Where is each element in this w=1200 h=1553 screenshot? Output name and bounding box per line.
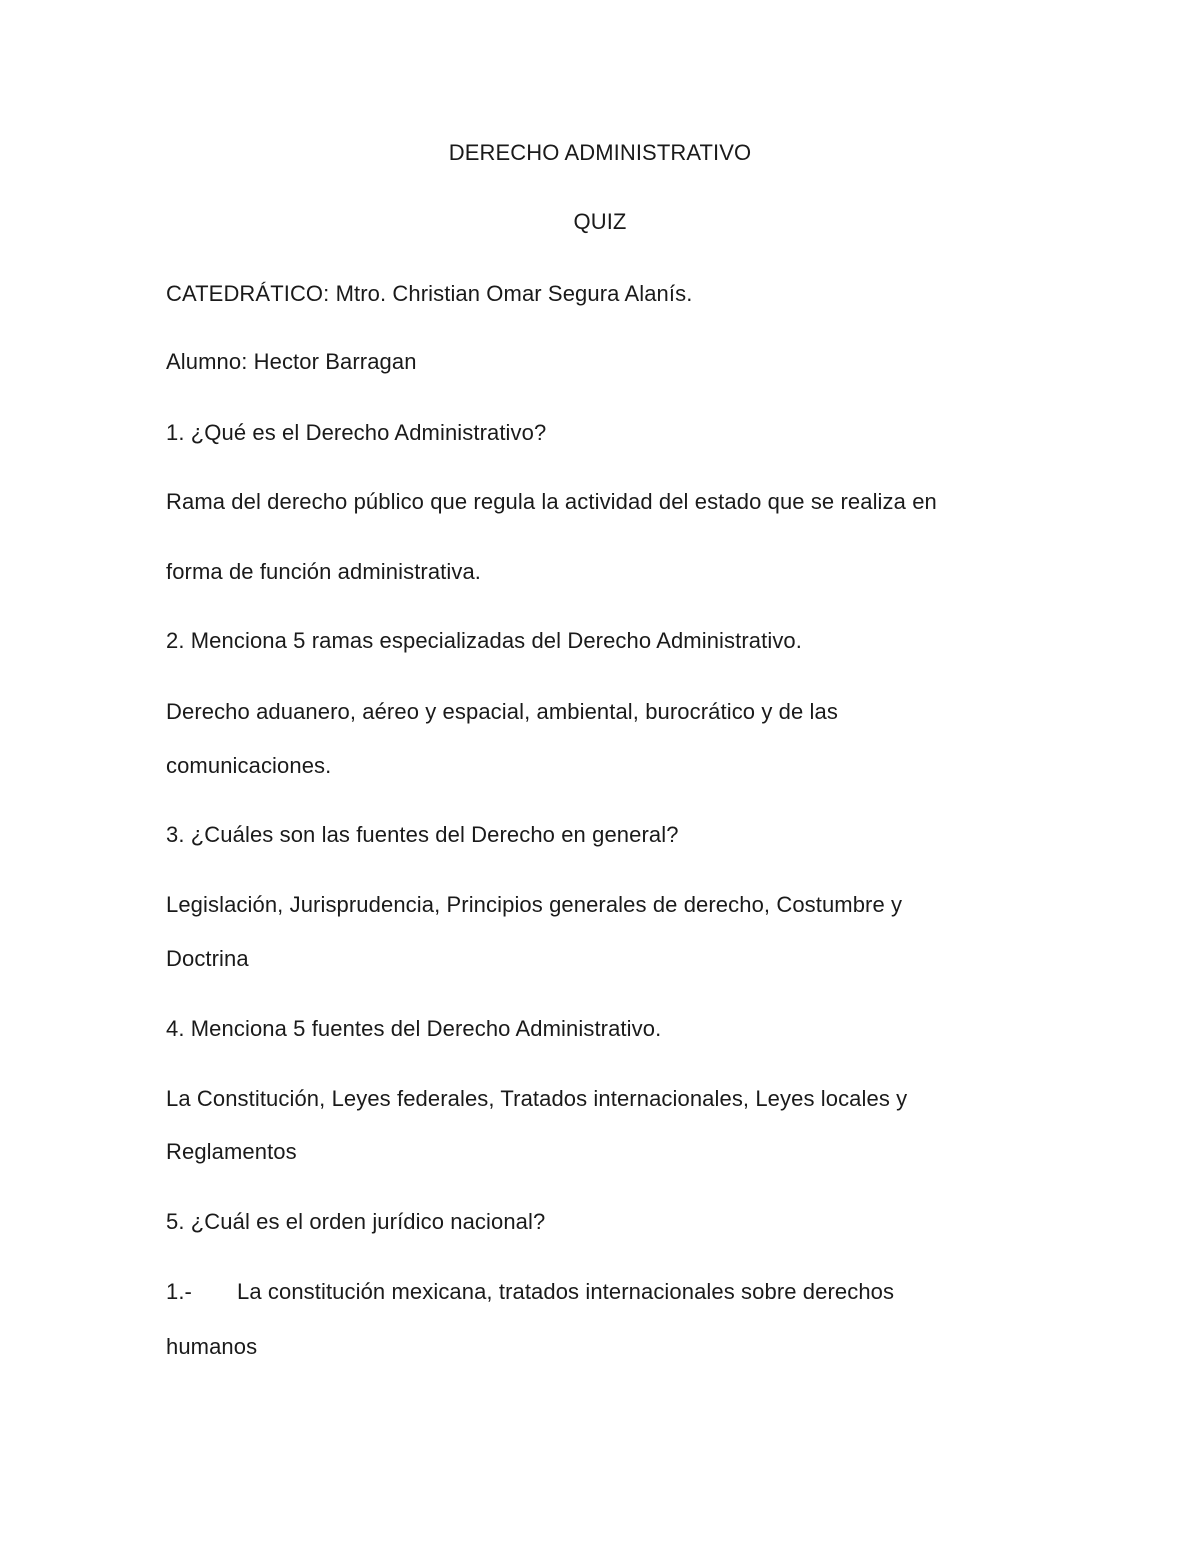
question-5: 5. ¿Cuál es el orden jurídico nacional?	[166, 1209, 546, 1234]
answer-5-item-1-line-2: humanos	[166, 1334, 258, 1359]
document-title: DERECHO ADMINISTRATIVO	[448, 140, 752, 165]
question-2: 2. Menciona 5 ramas especializadas del Derecho Administrativo.	[166, 628, 802, 653]
teacher-line: CATEDRÁTICO: Mtro. Christian Omar Segura Alanís.	[166, 281, 693, 306]
answer-5-item-1	[166, 1278, 894, 1306]
student-line: Alumno: Hector Barragan	[166, 349, 417, 374]
answer-5-item-1-label: 1.-	[166, 1279, 192, 1304]
answer-2-line-2: comunicaciones.	[166, 753, 332, 778]
answer-2-line-1: Derecho aduanero, aéreo y espacial, ambiental, burocrático y de las	[166, 699, 838, 724]
answer-3-line-1: Legislación, Jurisprudencia, Principios generales de derecho, Costumbre y	[166, 892, 903, 917]
question-1: 1. ¿Qué es el Derecho Administrativo?	[166, 420, 547, 445]
answer-5-item-1-text: La constitución mexicana, tratados internacionales sobre derechos	[237, 1279, 895, 1304]
answer-3-line-2: Doctrina	[166, 946, 249, 971]
question-3: 3. ¿Cuáles son las fuentes del Derecho en general?	[166, 822, 679, 847]
document-subtitle: QUIZ	[573, 209, 627, 234]
answer-1-line-1: Rama del derecho público que regula la actividad del estado que se realiza en	[166, 489, 937, 514]
answer-4-line-2: Reglamentos	[166, 1139, 297, 1164]
answer-4-line-1: La Constitución, Leyes federales, Tratados internacionales, Leyes locales y	[166, 1086, 908, 1111]
answer-1-line-2: forma de función administrativa.	[166, 559, 482, 584]
question-4: 4. Menciona 5 fuentes del Derecho Administrativo.	[166, 1016, 662, 1041]
